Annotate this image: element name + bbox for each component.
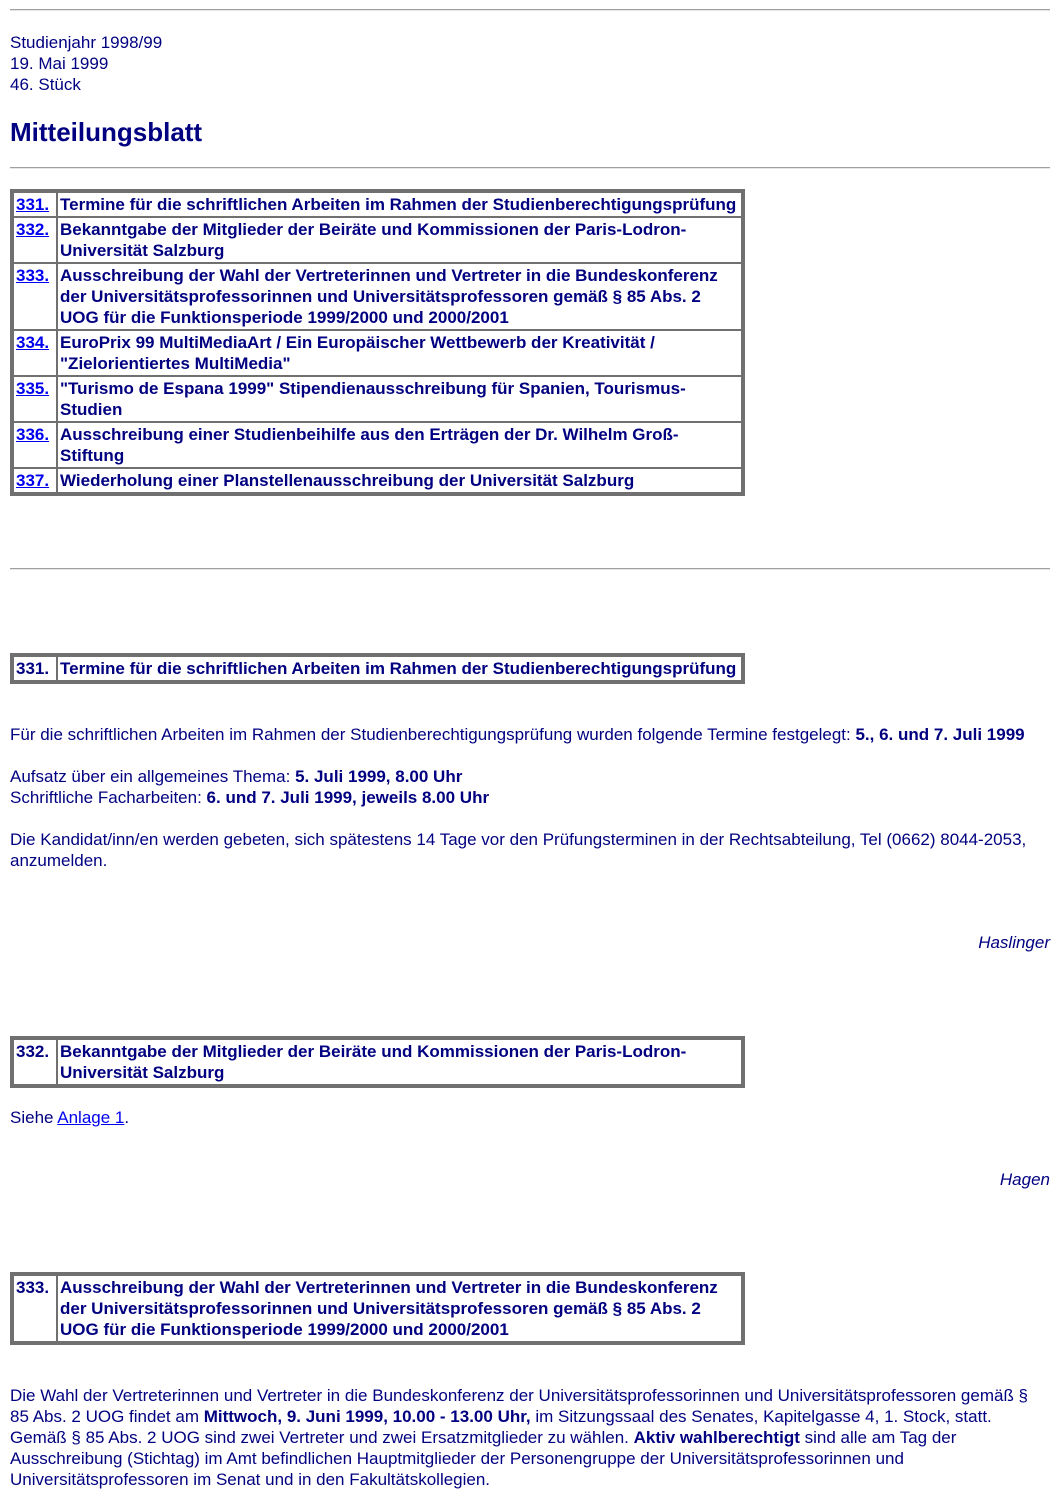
section-title: Termine für die schriftlichen Arbeiten im Rahmen der Studienberechtigungsprüfung (57, 656, 742, 681)
issue-date: 19. Mai 1999 (10, 54, 109, 73)
toc-row (13, 263, 742, 330)
toc-row (13, 376, 742, 422)
section-332-body: Siehe Anlage 1. (10, 1108, 130, 1127)
section-title: Bekanntgabe der Mitglieder der Beiräte und Kommissionen der Paris-Lodron-Universität Salzburg (57, 1039, 742, 1085)
toc-row (13, 192, 742, 217)
toc-title: Ausschreibung einer Studienbeihilfe aus den Erträgen der Dr. Wilhelm Groß-Stiftung (57, 422, 742, 468)
section-333-header (10, 1272, 745, 1345)
toc-title: Ausschreibung der Wahl der Vertreterinnen und Vertreter in die Bundeskonferenz der Universitätsprofessorinnen und Universitätsprofessoren gemäß § 85 Abs. 2 UOG für die Funktionsperiode 1999/2000 und 2000/2001 (57, 263, 742, 330)
toc-link-335[interactable]: 335. (16, 379, 50, 398)
toc-number-cell (13, 330, 57, 376)
section-number: 331. (13, 656, 57, 681)
toc-number-cell (13, 468, 57, 493)
toc-row (13, 217, 742, 263)
page-title: Mitteilungsblatt (10, 117, 203, 147)
toc-link-337[interactable]: 337. (16, 471, 50, 490)
issue-number: 46. Stück (10, 75, 81, 94)
dates-bold: 5., 6. und 7. Juli 1999 (855, 725, 1025, 744)
toc-link-332[interactable]: 332. (16, 220, 50, 239)
toc-title: Wiederholung einer Planstellenausschreibung der Universität Salzburg (57, 468, 742, 493)
section-331-body (10, 724, 1050, 871)
toc-title: Bekanntgabe der Mitglieder der Beiräte und Kommissionen der Paris-Lodron-Universität Salzburg (57, 217, 742, 263)
toc-row (13, 330, 742, 376)
toc-number-cell (13, 263, 57, 330)
paragraph: Die Kandidat/inn/en werden gebeten, sich spätestens 14 Tage vor den Prüfungsterminen in der Rechtsabteilung, Tel (0662) 8044-2053, anzumelden. (10, 830, 1027, 870)
toc-number-cell (13, 422, 57, 468)
toc-link-334[interactable]: 334. (16, 333, 50, 352)
toc-row (13, 468, 742, 493)
toc-title: "Turismo de Espana 1999" Stipendienausschreibung für Spanien, Tourismus-Studien (57, 376, 742, 422)
toc-number-cell (13, 376, 57, 422)
signature-hagen: Hagen (999, 1170, 1050, 1189)
toc-rule (10, 568, 1050, 570)
table-of-contents (10, 189, 745, 496)
toc-link-336[interactable]: 336. (16, 425, 50, 444)
toc-number-cell (13, 217, 57, 263)
toc-title: EuroPrix 99 MultiMediaArt / Ein Europäischer Wettbewerb der Kreativität / "Zielorientiertes MultiMedia" (57, 330, 742, 376)
top-rule (10, 9, 1050, 11)
section-number: 333. (13, 1275, 57, 1342)
title-rule (10, 167, 1050, 169)
toc-row (13, 422, 742, 468)
section-332-header (10, 1036, 745, 1088)
section-331-header (10, 653, 745, 684)
toc-link-331[interactable]: 331. (16, 195, 50, 214)
section-333-body: Die Wahl der Vertreterinnen und Vertreter in die Bundeskonferenz der Universitätsprofessorinnen und Universitätsprofessoren gemäß § 85 Abs. 2 UOG findet am Mittwoch, 9. Juni 1999, 10.00 - 13.00 Uhr, im Sitzungssaal des Senates, Kapitelgasse 4, 1. Stock, statt. Gemäß § 85 Abs. 2 UOG sind zwei Vertreter und zwei Ersatzmitglieder zu wählen. Aktiv wahlberechtigt sind alle am Tag der Ausschreibung (Stichtag) im Amt befindlichen Hauptmitglieder der Personengruppe der Universitätsprofessorinnen und Universitätsprofessoren im Senat und in den Fakultätskollegien. (10, 1386, 1029, 1489)
section-title: Ausschreibung der Wahl der Vertreterinnen und Vertreter in die Bundeskonferenz der Universitätsprofessorinnen und Universitätsprofessoren gemäß § 85 Abs. 2 UOG für die Funktionsperiode 1999/2000 und 2000/2001 (57, 1275, 742, 1342)
paragraph: Für die schriftlichen Arbeiten im Rahmen der Studienberechtigungsprüfung wurden folgende Termine festgelegt: 5., 6. und 7. Juli 1999 (10, 725, 1025, 744)
signature-haslinger: Haslinger (978, 933, 1050, 952)
anlage-1-link[interactable]: Anlage 1 (57, 1108, 125, 1127)
studienjahr: Studienjahr 1998/99 (10, 33, 163, 52)
toc-number-cell (13, 192, 57, 217)
header-meta (10, 32, 162, 95)
toc-link-333[interactable]: 333. (16, 266, 50, 285)
paragraph: Aufsatz über ein allgemeines Thema: 5. Juli 1999, 8.00 Uhr Schriftliche Facharbeiten: 6. und 7. Juli 1999, jeweils 8.00 Uhr (10, 767, 490, 807)
section-number: 332. (13, 1039, 57, 1085)
toc-title: Termine für die schriftlichen Arbeiten im Rahmen der Studienberechtigungsprüfung (57, 192, 742, 217)
